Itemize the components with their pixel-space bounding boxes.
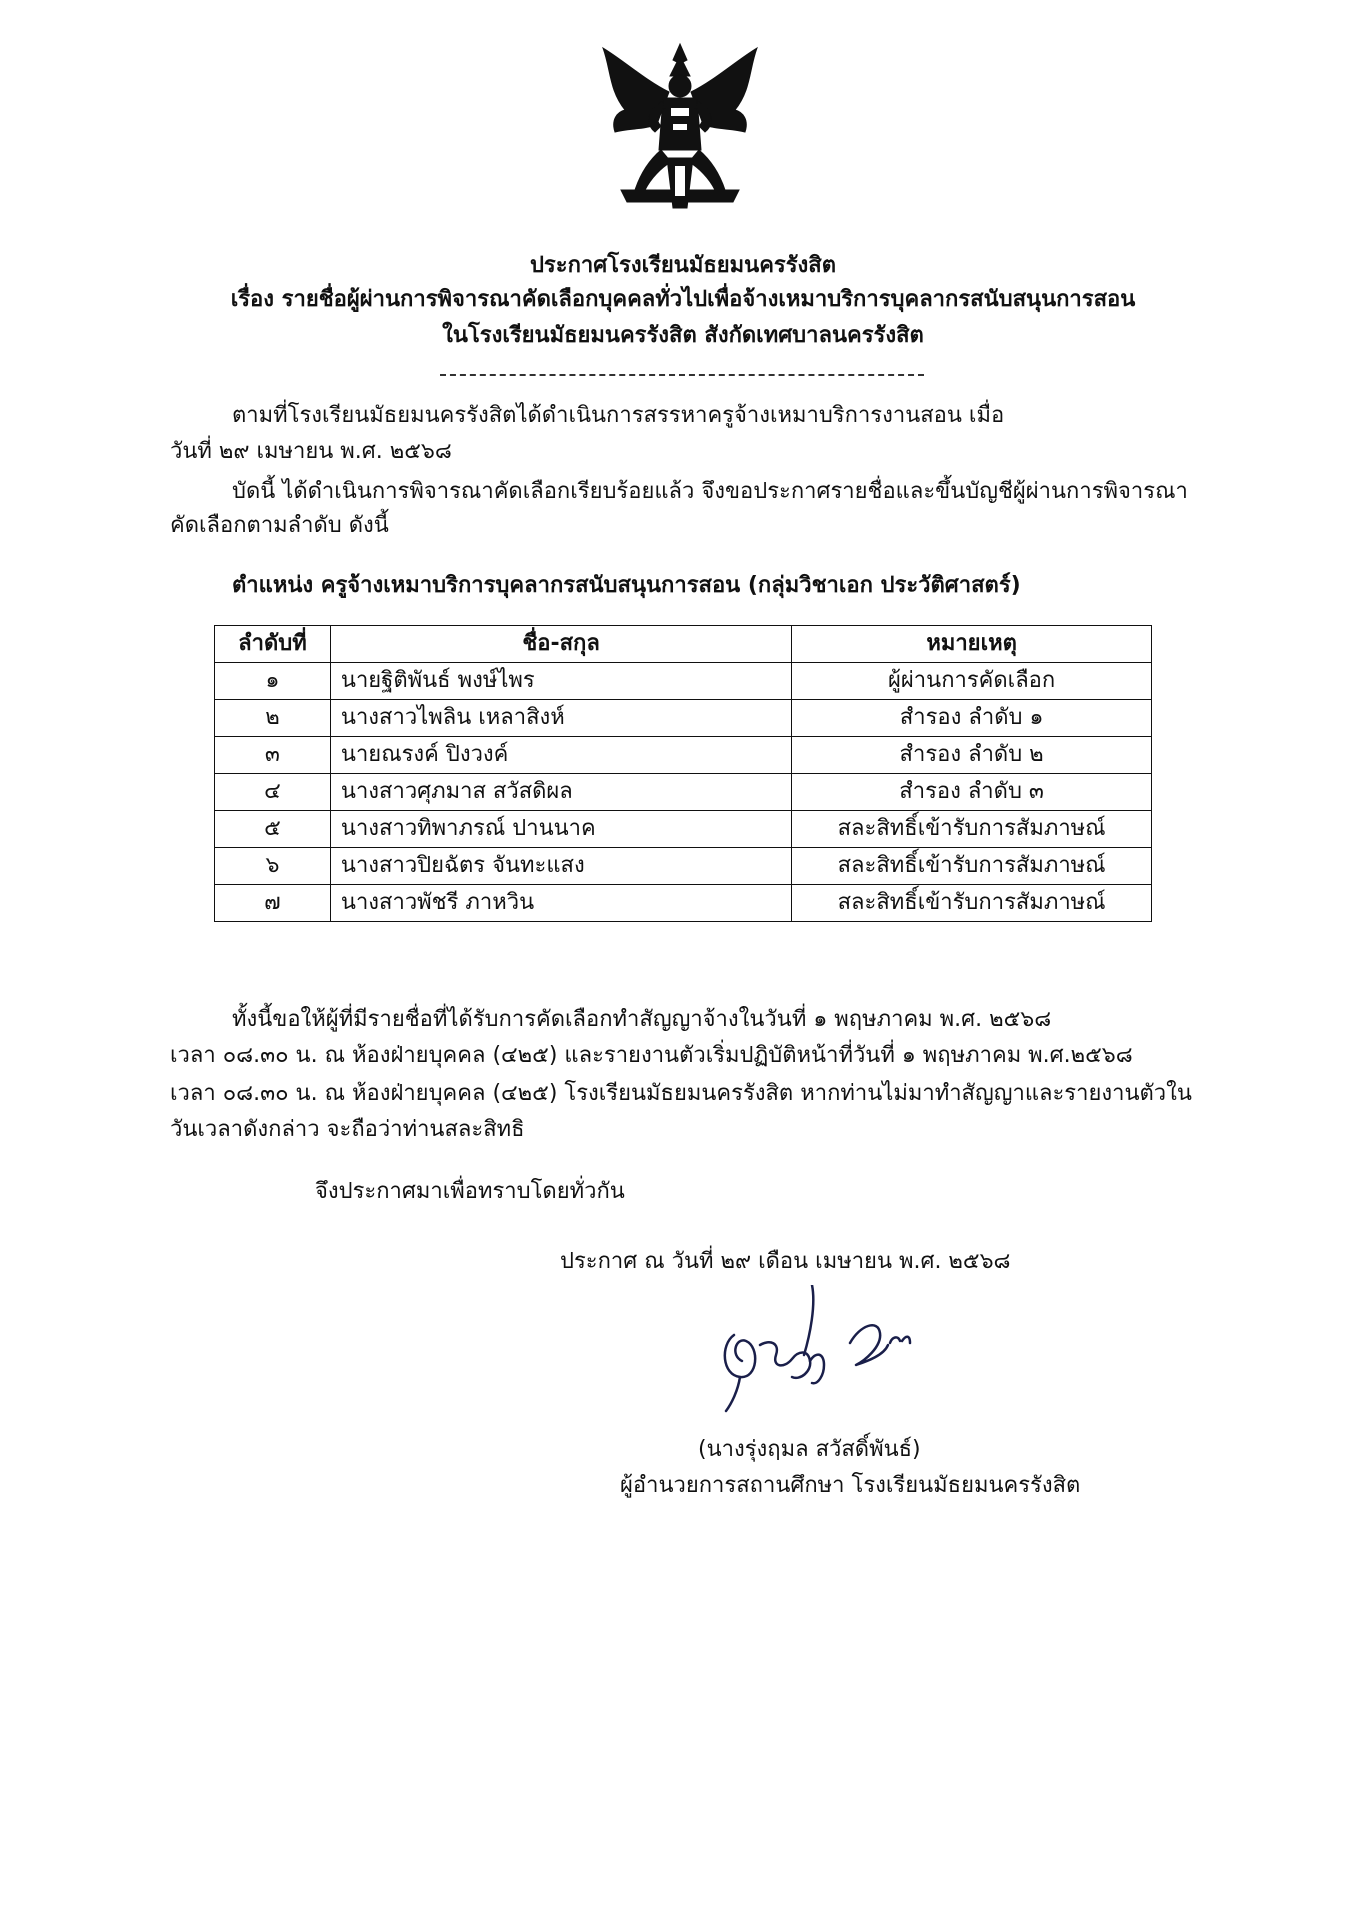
table-row [215,885,1152,922]
subject-line: เรื่อง รายชื่อผู้ผ่านการพิจารณาคัดเลือกบุคคลทั่วไปเพื่อจ้างเหมาบริการบุคลากรสนับสนุนการสอน [230,287,1136,312]
row-name: นายฐิติพันธ์ พงษ์ไพร [330,663,791,700]
row-name: นางสาวพัชรี ภาหวิน [330,885,791,922]
paragraph-1-line-1: ตามที่โรงเรียนมัธยมนครรังสิตได้ดำเนินการสรรหาครูจ้างเหมาบริการงานสอน เมื่อ [232,403,1005,428]
row-name: นายณรงค์ ปิงวงค์ [330,737,791,774]
results-table [214,625,1152,922]
column-header-order: ลำดับที่ [215,626,331,663]
closing-line-4: วันเวลาดังกล่าว จะถือว่าท่านสละสิทธิ [170,1117,525,1142]
divider [440,374,924,376]
row-remark: สละสิทธิ์เข้ารับการสัมภาษณ์ [792,885,1152,922]
row-remark: สละสิทธิ์เข้ารับการสัมภาษณ์ [792,848,1152,885]
row-name: นางสาวศุภมาส สวัสดิผล [330,774,791,811]
row-name: นางสาวไพลิน เหลาสิงห์ [330,700,791,737]
closing-line-1: ทั้งนี้ขอให้ผู้ที่มีรายชื่อที่ได้รับการคัดเลือกทำสัญญาจ้างในวันที่ ๑ พฤษภาคม พ.ศ. ๒๕๖๘ [232,1007,1052,1032]
row-number: ๖ [215,848,331,885]
column-header-name: ชื่อ-สกุล [330,626,791,663]
row-remark: สำรอง ลำดับ ๓ [792,774,1152,811]
table-row [215,737,1152,774]
closing-line-3: เวลา ๐๘.๓๐ น. ณ ห้องฝ่ายบุคคล (๔๒๕) โรงเรียนมัธยมนครรังสิต หากท่านไม่มาทำสัญญาและรายงานตัวใน [170,1081,1192,1106]
paragraph-1-line-2: วันที่ ๒๙ เมษายน พ.ศ. ๒๕๖๘ [170,439,452,464]
row-remark: สำรอง ลำดับ ๑ [792,700,1152,737]
signatory-name: (นางรุ่งฤมล สวัสดิ์พันธ์) [698,1437,921,1462]
announcement-heading: ประกาศโรงเรียนมัธยมนครรังสิต [529,253,837,278]
announce-date: ประกาศ ณ วันที่ ๒๙ เดือน เมษายน พ.ศ. ๒๕๖๘ [560,1249,1011,1274]
row-remark: สำรอง ลำดับ ๒ [792,737,1152,774]
signature-icon [700,1285,960,1415]
table-row [215,811,1152,848]
row-number: ๔ [215,774,331,811]
table-header-row [215,626,1152,663]
column-header-remark: หมายเหตุ [792,626,1152,663]
garuda-emblem-icon [595,40,765,218]
paragraph-2-line-2: คัดเลือกตามลำดับ ดังนี้ [170,513,389,538]
position-title: ตำแหน่ง ครูจ้างเหมาบริการบุคลากรสนับสนุนการสอน (กลุ่มวิชาเอก ประวัติศาสตร์) [232,573,1021,598]
row-name: นางสาวทิพาภรณ์ ปานนาค [330,811,791,848]
row-number: ๒ [215,700,331,737]
table-row [215,700,1152,737]
row-number: ๓ [215,737,331,774]
row-remark: สละสิทธิ์เข้ารับการสัมภาษณ์ [792,811,1152,848]
closing-line-2: เวลา ๐๘.๓๐ น. ณ ห้องฝ่ายบุคคล (๔๒๕) และรายงานตัวเริ่มปฏิบัติหน้าที่วันที่ ๑ พฤษภาคม พ.ศ.๒๕๖๘ [170,1043,1133,1068]
signatory-title: ผู้อำนวยการสถานศึกษา โรงเรียนมัธยมนครรังสิต [620,1473,1081,1498]
announce-statement: จึงประกาศมาเพื่อทราบโดยทั่วกัน [315,1179,625,1204]
table-row [215,774,1152,811]
row-number: ๕ [215,811,331,848]
subject-line-2: ในโรงเรียนมัธยมนครรังสิต สังกัดเทศบาลนครรังสิต [442,323,924,348]
row-name: นางสาวปิยฉัตร จันทะแสง [330,848,791,885]
table-row [215,663,1152,700]
table-row [215,848,1152,885]
paragraph-2-line-1: บัดนี้ ได้ดำเนินการพิจารณาคัดเลือกเรียบร้อยแล้ว จึงขอประกาศรายชื่อและขึ้นบัญชีผู้ผ่านการพิจารณา [232,479,1188,504]
row-number: ๗ [215,885,331,922]
row-remark: ผู้ผ่านการคัดเลือก [792,663,1152,700]
row-number: ๑ [215,663,331,700]
